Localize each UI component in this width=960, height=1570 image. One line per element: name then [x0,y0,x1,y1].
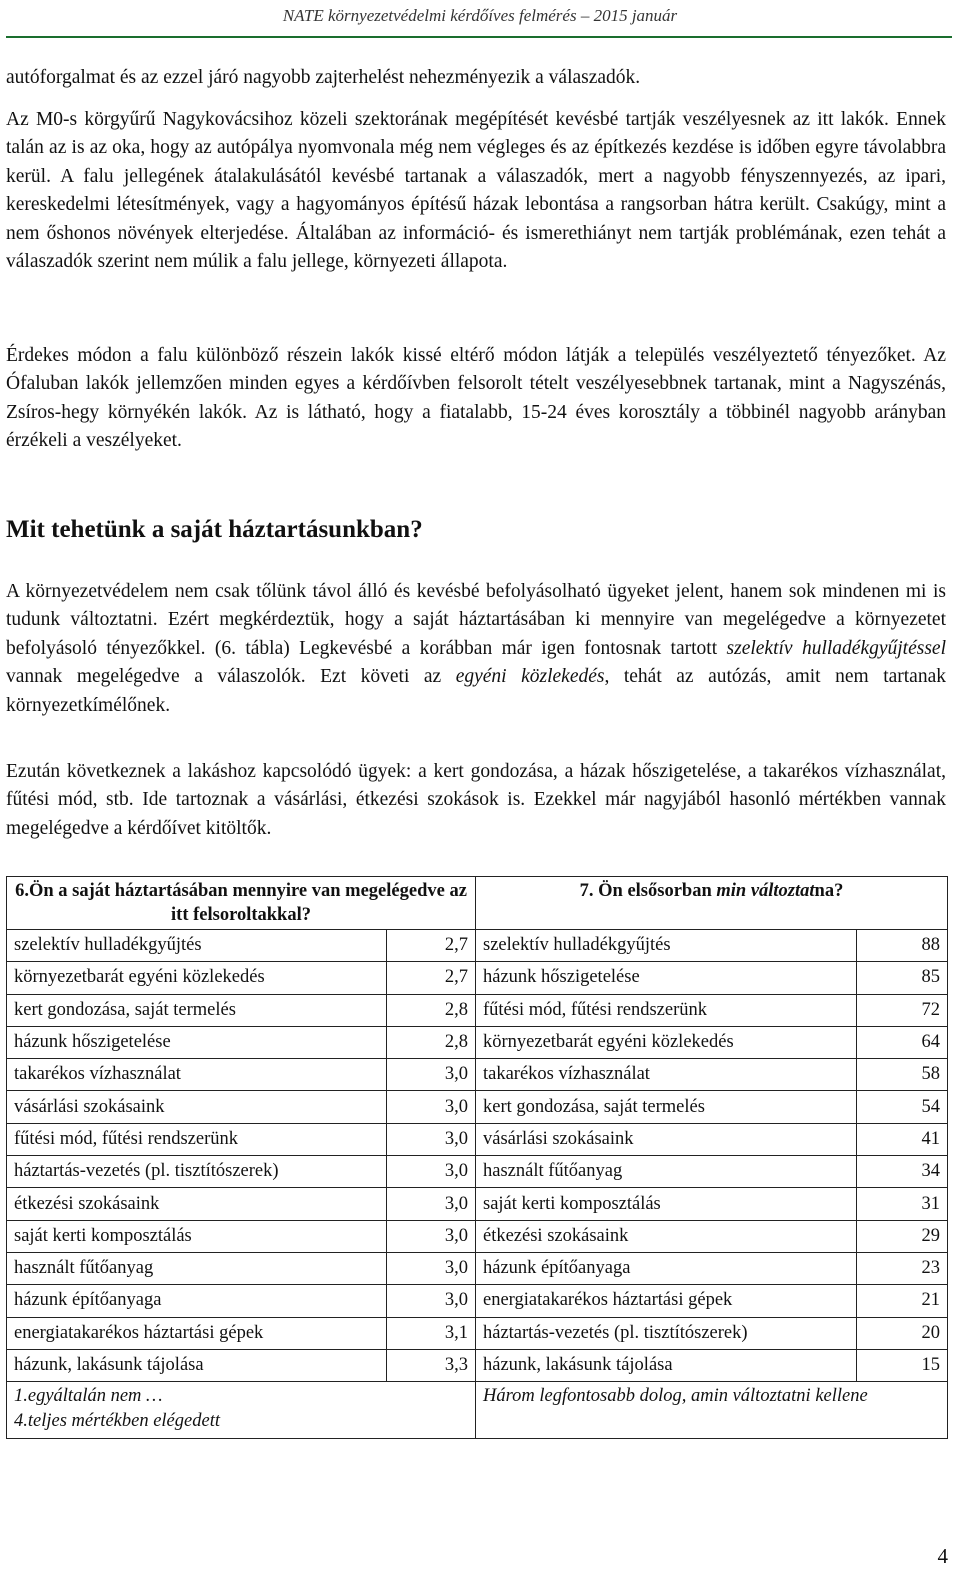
right-value-cell: 31 [857,1188,948,1220]
left-value-cell: 3,0 [387,1091,476,1123]
left-item-cell: energiatakarékos háztartási gépek [7,1317,387,1349]
survey-table [6,876,948,1439]
left-item-cell: használt fűtőanyag [7,1252,387,1284]
table-row [7,930,948,962]
right-value-cell: 41 [857,1123,948,1155]
left-value-cell: 3,0 [387,1220,476,1252]
page-header: NATE környezetvédelmi kérdőíves felmérés – 2015 január [282,6,678,25]
emphasis-text: egyéni közlekedés [455,666,605,688]
table-row [7,1026,948,1058]
table-row [7,1252,948,1284]
left-item-cell: takarékos vízhasználat [7,1059,387,1091]
right-item-cell: háztartás-vezetés (pl. tisztítószerek) [476,1317,857,1349]
right-value-cell: 58 [857,1059,948,1091]
right-item-cell: környezetbarát egyéni közlekedés [476,1026,857,1058]
left-item-cell: vásárlási szokásaink [7,1091,387,1123]
table-row [7,994,948,1026]
left-value-cell: 2,7 [387,962,476,994]
table-row [7,1317,948,1349]
right-item-cell: vásárlási szokásaink [476,1123,857,1155]
left-value-cell: 3,3 [387,1349,476,1381]
table-row [7,962,948,994]
header-emphasis: min változtat [716,881,815,901]
right-table-header [476,877,948,930]
table-row [7,1091,948,1123]
right-value-cell: 54 [857,1091,948,1123]
left-item-cell: fűtési mód, fűtési rendszerünk [7,1123,387,1155]
page-number: 4 [937,1544,948,1568]
right-value-cell: 15 [857,1349,948,1381]
left-item-cell: környezetbarát egyéni közlekedés [7,962,387,994]
right-item-cell: takarékos vízhasználat [476,1059,857,1091]
paragraph: Az M0-s körgyűrű Nagykovácsihoz közeli szektorának megépítését kevésbé tartják veszélyesnek az itt lakók. Ennek talán az is az oka, hogy az autópálya nyomvonala még nem végleges és az építkezés kezdése is időben egyre távolabbra kerül. A falu jellegének átalakulásától kevésbé tartanak a válaszadók, mert a nagyobb fényszennyezés, az ipari, kereskedelmi létesítmények, vagy a hagyományos építésű házak lebontása a rangsorban hátra került. Csakúgy, mint a nem őshonos növények elterjedése. Általában az információ- és ismerethiányt nem tartják problémának, ezen tehát a válaszadók szerint nem múlik a falu jellege, környezeti állapota. [6,109,946,273]
paragraph: Érdekes módon a falu különböző részein lakók kissé eltérő módon látják a település veszélyeztető tényezőket. Az Ófaluban lakók jellemzően minden egyes a kérdőívben felsorolt tételt veszélyesebbnek tartanak, mint a Nagyszénás, Zsíros-hegy környékén lakók. Az is látható, hogy a fiatalabb, 15-24 éves korosztály a többinél nagyobb arányban érzékeli a veszélyeket. [6,345,946,452]
left-value-cell: 3,0 [387,1059,476,1091]
emphasis-text: szelektív hulladékgyűjtéssel [726,637,946,659]
paragraph: autóforgalmat és az ezzel járó nagyobb zajterhelést nehezményezik a válaszadók. [6,67,641,88]
paragraph: Ezután következnek a lakáshoz kapcsolódó ügyek: a kert gondozása, a házak hőszigetelése, a takarékos vízhasználat, fűtési mód, stb. Ide tartoznak a vásárlási, étkezési szokások is. Ezekkel már nagyjából hasonló mértékben vannak megelégedve a kérdőívet kitöltők. [6,761,946,839]
section-title: Mit tehetünk a saját háztartásunkban? [6,516,423,543]
scale-legend [7,1382,476,1439]
right-item-cell: energiatakarékos háztartási gépek [476,1285,857,1317]
left-value-cell: 2,8 [387,994,476,1026]
left-value-cell: 3,0 [387,1285,476,1317]
right-value-cell: 23 [857,1252,948,1284]
text-span: A környezetvédelem nem csak tőlünk távol álló és kevésbé befolyásolható ügyeket jelent, hanem sok mindenen mi is tudunk változtatni. Ezért megkérdeztük, hogy a saját háztartásában ki mennyire van megelégedve a környezetet befolyásoló tényezőkkel. (6. tábla) Legkevésbé a korábban már igen fontosnak tartott [6,581,946,659]
left-value-cell: 2,8 [387,1026,476,1058]
left-item-cell: saját kerti komposztálás [7,1220,387,1252]
right-value-cell: 72 [857,994,948,1026]
right-value-cell: 88 [857,930,948,962]
table-body [7,877,948,1439]
right-value-cell: 34 [857,1156,948,1188]
left-item-cell: szelektív hulladékgyűjtés [7,930,387,962]
left-value-cell: 3,1 [387,1317,476,1349]
right-item-cell: saját kerti komposztálás [476,1188,857,1220]
scale-legend-line: 4.teljes mértékben elégedett [14,1411,220,1432]
text-span: vannak megelégedve a válaszolók. Ezt követi az [6,666,456,688]
table-row [7,1220,948,1252]
right-item-cell: házunk hőszigetelése [476,962,857,994]
left-value-cell: 3,0 [387,1123,476,1155]
right-item-cell: étkezési szokásaink [476,1220,857,1252]
right-item-cell: fűtési mód, fűtési rendszerünk [476,994,857,1026]
right-value-cell: 64 [857,1026,948,1058]
left-item-cell: étkezési szokásaink [7,1188,387,1220]
left-item-cell: házunk, lakásunk tájolása [7,1349,387,1381]
left-item-cell: házunk hőszigetelése [7,1026,387,1058]
right-footnote: Három legfontosabb dolog, amin változtatni kellene [476,1382,948,1439]
right-item-cell: használt fűtőanyag [476,1156,857,1188]
left-item-cell: házunk építőanyaga [7,1285,387,1317]
right-item-cell: szelektív hulladékgyűjtés [476,930,857,962]
header-text: na? [814,881,844,901]
right-item-cell: házunk építőanyaga [476,1252,857,1284]
table-row [7,1349,948,1381]
left-value-cell: 3,0 [387,1252,476,1284]
text-span: , tehát az autózás, amit nem tartanak környezetkímélőnek. [6,666,946,716]
table-row [7,1285,948,1317]
table-row [7,1188,948,1220]
right-value-cell: 85 [857,962,948,994]
left-item-cell: háztartás-vezetés (pl. tisztítószerek) [7,1156,387,1188]
table-footer-row [7,1382,948,1439]
left-table-header: 6.Ön a saját háztartásában mennyire van megelégedve az itt felsoroltakkal? [7,877,476,930]
table-row [7,1156,948,1188]
table-row [7,1059,948,1091]
table-row [7,1123,948,1155]
header-rule [6,36,952,38]
left-value-cell: 3,0 [387,1188,476,1220]
right-value-cell: 29 [857,1220,948,1252]
left-value-cell: 2,7 [387,930,476,962]
scale-legend-line: 1.egyáltalán nem … [14,1386,163,1407]
right-item-cell: házunk, lakásunk tájolása [476,1349,857,1381]
paragraph [6,578,946,720]
left-value-cell: 3,0 [387,1156,476,1188]
right-item-cell: kert gondozása, saját termelés [476,1091,857,1123]
header-text: 7. Ön elsősorban [579,881,717,901]
left-item-cell: kert gondozása, saját termelés [7,994,387,1026]
right-value-cell: 20 [857,1317,948,1349]
right-value-cell: 21 [857,1285,948,1317]
table-header-row [7,877,948,930]
